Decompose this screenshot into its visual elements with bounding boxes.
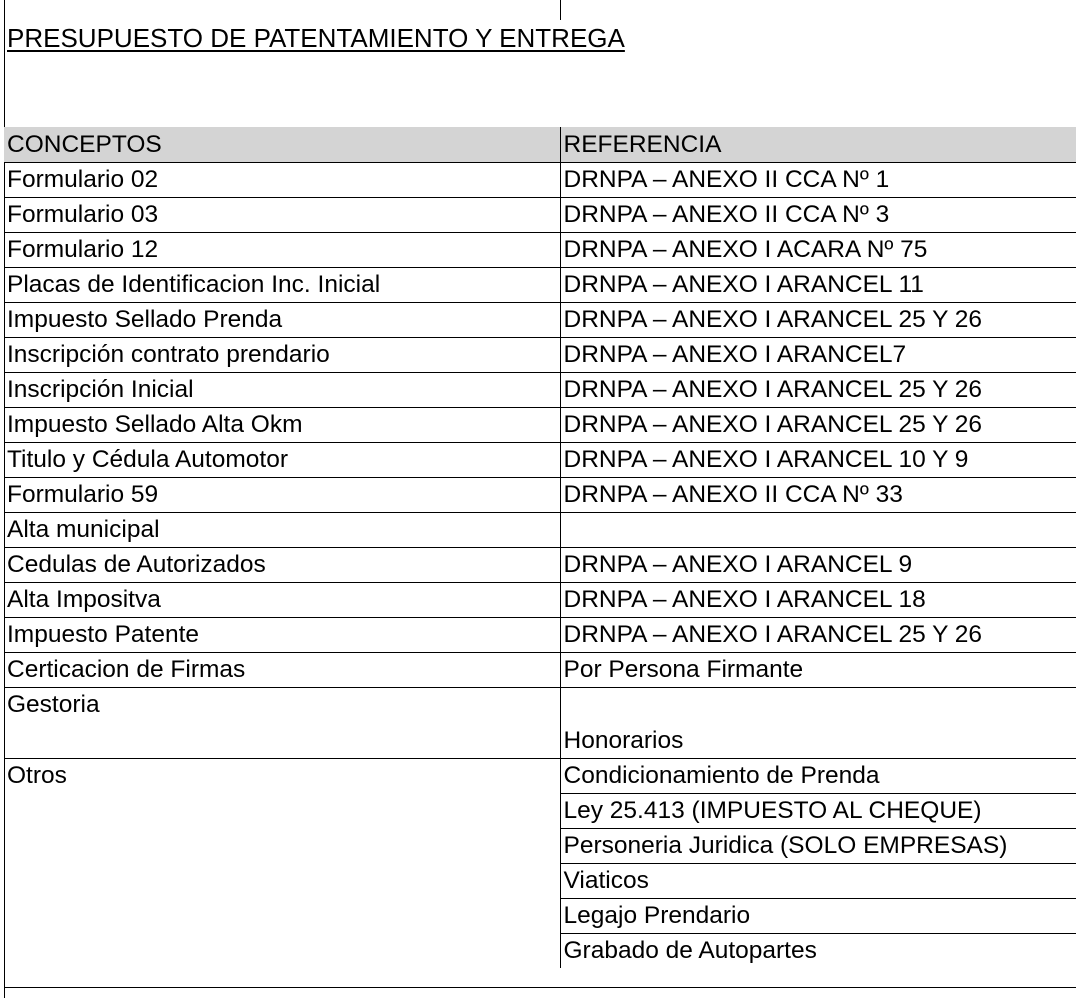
concepto-cell: Inscripción contrato prendario xyxy=(4,338,560,373)
concepto-cell: Certicacion de Firmas xyxy=(4,653,560,688)
concepto-cell: Alta municipal xyxy=(4,513,560,548)
table-row xyxy=(4,303,1076,338)
referencia-cell: Personeria Juridica (SOLO EMPRESAS) xyxy=(560,829,1076,864)
table-row xyxy=(4,653,1076,688)
referencia-cell: Honorarios xyxy=(560,688,1076,759)
referencia-cell: Ley 25.413 (IMPUESTO AL CHEQUE) xyxy=(560,794,1076,829)
referencia-cell: DRNPA – ANEXO II CCA Nº 1 xyxy=(560,163,1076,198)
table-row xyxy=(4,478,1076,513)
referencia-cell: Grabado de Autopartes xyxy=(560,934,1076,969)
concepto-cell: Formulario 59 xyxy=(4,478,560,513)
referencia-cell: DRNPA – ANEXO I ARANCEL 25 Y 26 xyxy=(560,303,1076,338)
table-row xyxy=(4,268,1076,303)
referencia-cell xyxy=(560,513,1076,548)
table-row xyxy=(4,233,1076,268)
page-title: PRESUPUESTO DE PATENTAMIENTO Y ENTREGA xyxy=(7,23,625,53)
referencia-cell: Por Persona Firmante xyxy=(560,653,1076,688)
page-bottom-border xyxy=(4,987,1076,988)
referencia-cell: DRNPA – ANEXO I ARANCEL 18 xyxy=(560,583,1076,618)
concepto-cell: Impuesto Sellado Prenda xyxy=(4,303,560,338)
table-row xyxy=(4,548,1076,583)
table-row xyxy=(4,198,1076,233)
concepto-cell: Formulario 12 xyxy=(4,233,560,268)
referencia-cell: DRNPA – ANEXO I ARANCEL 25 Y 26 xyxy=(560,618,1076,653)
concepto-cell: Cedulas de Autorizados xyxy=(4,548,560,583)
concepto-cell: Impuesto Patente xyxy=(4,618,560,653)
header-conceptos: CONCEPTOS xyxy=(4,127,560,163)
concepto-cell: Impuesto Sellado Alta Okm xyxy=(4,408,560,443)
budget-table xyxy=(4,127,1076,968)
table-row xyxy=(4,373,1076,408)
referencia-cell: Viaticos xyxy=(560,864,1076,899)
referencia-cell: Condicionamiento de Prenda xyxy=(560,759,1076,794)
referencia-cell: DRNPA – ANEXO II CCA Nº 3 xyxy=(560,198,1076,233)
referencia-cell: DRNPA – ANEXO II CCA Nº 33 xyxy=(560,478,1076,513)
referencia-cell: DRNPA – ANEXO I ARANCEL 9 xyxy=(560,548,1076,583)
table-row-gestoria xyxy=(4,688,1076,759)
concepto-cell: Alta Impositva xyxy=(4,583,560,618)
concepto-cell: Titulo y Cédula Automotor xyxy=(4,443,560,478)
referencia-cell: DRNPA – ANEXO I ARANCEL7 xyxy=(560,338,1076,373)
concepto-cell: Formulario 03 xyxy=(4,198,560,233)
table-row xyxy=(4,618,1076,653)
referencia-cell: Legajo Prendario xyxy=(560,899,1076,934)
referencia-cell: DRNPA – ANEXO I ARANCEL 10 Y 9 xyxy=(560,443,1076,478)
table-row xyxy=(4,408,1076,443)
concepto-cell: Gestoria xyxy=(4,688,560,759)
table-row xyxy=(4,338,1076,373)
referencia-cell: DRNPA – ANEXO I ARANCEL 11 xyxy=(560,268,1076,303)
concepto-cell: Formulario 02 xyxy=(4,163,560,198)
referencia-cell: DRNPA – ANEXO I ACARA Nº 75 xyxy=(560,233,1076,268)
header-referencia: REFERENCIA xyxy=(560,127,1076,163)
concepto-cell: Otros xyxy=(7,762,67,789)
table-row xyxy=(4,513,1076,548)
table-row xyxy=(4,443,1076,478)
column-divider-tick xyxy=(560,0,561,20)
concepto-cell: Placas de Identificacion Inc. Inicial xyxy=(4,268,560,303)
table-row-otros xyxy=(4,759,1076,794)
referencia-cell: DRNPA – ANEXO I ARANCEL 25 Y 26 xyxy=(560,373,1076,408)
table-row xyxy=(4,163,1076,198)
concepto-cell: Inscripción Inicial xyxy=(4,373,560,408)
referencia-cell: DRNPA – ANEXO I ARANCEL 25 Y 26 xyxy=(560,408,1076,443)
table-row xyxy=(4,583,1076,618)
table-header-row xyxy=(4,127,1076,163)
